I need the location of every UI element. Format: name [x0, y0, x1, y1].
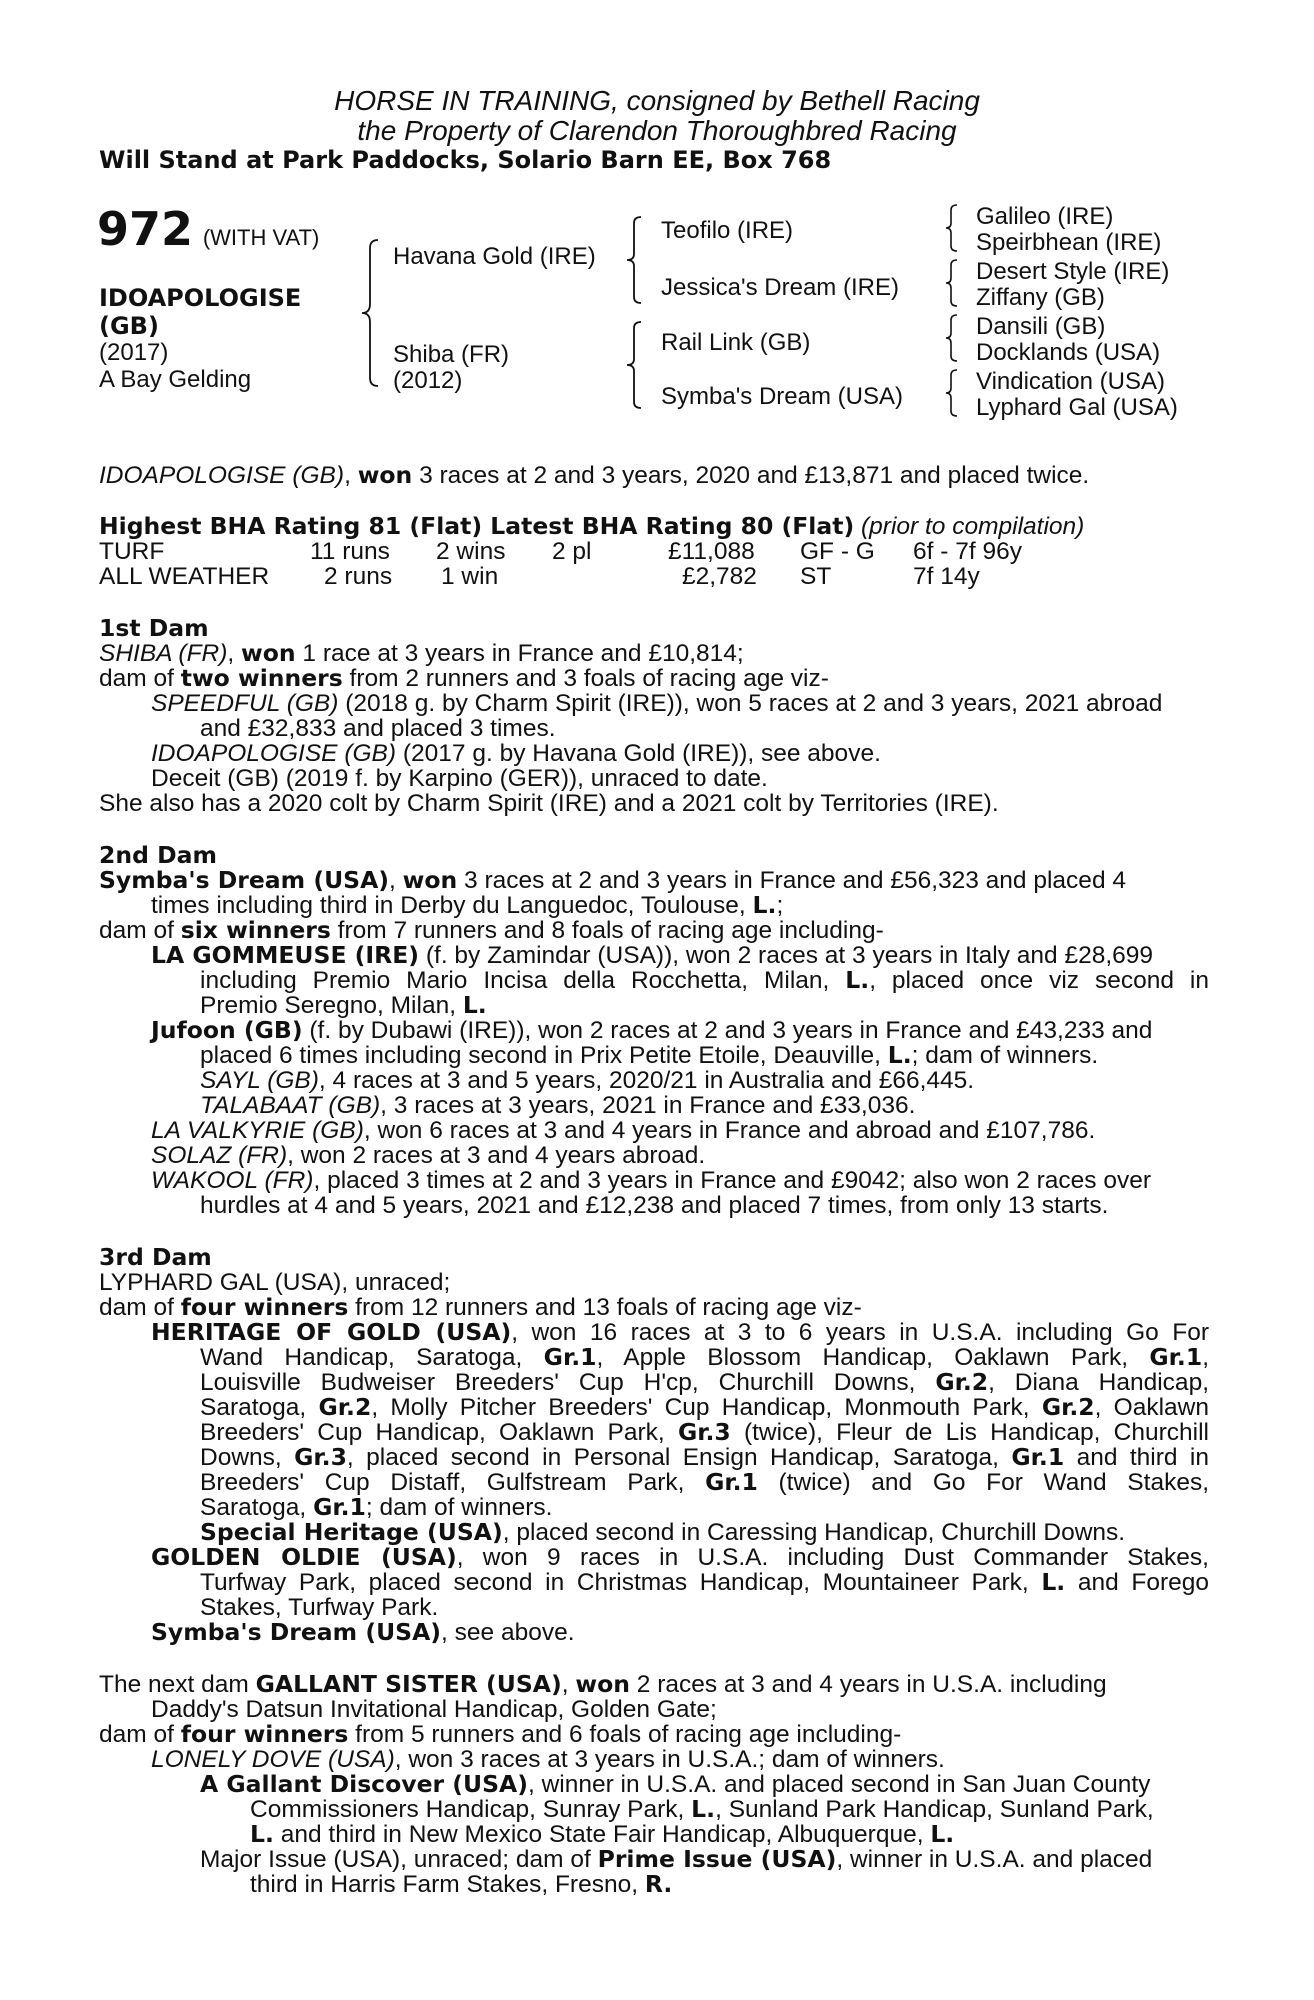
second-dam-won: won: [402, 866, 458, 894]
produce-text: (2018 g. by Charm Spirit (IRE)), won 5 races at 2 and 3 years, 2021 abroad: [338, 690, 1163, 717]
pedigree-brace-ss: [944, 203, 964, 253]
ratings-heading-line: [99, 514, 1084, 540]
listed-marker: L.: [691, 1795, 716, 1823]
text-segment: including Premio Mario Incisa della Rocchetta, Milan,: [200, 967, 846, 994]
pedigree-g3-4: Ziffany (GB): [976, 284, 1105, 311]
pedigree-dam-year: (2012): [393, 367, 463, 394]
produce-speedful: [151, 691, 1162, 717]
produce-text: , see above.: [441, 1619, 575, 1646]
produce-heritage-of-gold: [151, 1320, 1209, 1346]
pedigree-dam-sire: Rail Link (GB): [661, 329, 811, 356]
listed-marker: L.: [752, 891, 777, 919]
text-segment: Major Issue (USA), unraced; dam of: [200, 1846, 598, 1873]
horse-description: A Bay Gelding: [99, 366, 252, 393]
pedigree-brace-gen1: [360, 238, 390, 388]
text-segment: from 7 runners and 8 foals of racing age including-: [330, 917, 884, 944]
restricted-marker: R.: [644, 1870, 673, 1898]
second-dam-record: Symba's Dream (USA), won 3 races at 2 and 3 years in France and £56,323 and placed 4: [99, 866, 1126, 894]
pedigree-brace-sd: [944, 258, 964, 308]
pedigree-g3-8: Lyphard Gal (USA): [976, 394, 1178, 421]
first-dam-record: SHIBA (FR), won 1 race at 3 years in France and £10,814;: [99, 639, 744, 667]
second-dam-record-cont: [151, 893, 783, 919]
produce-text: (f. by Dubawi (IRE)), won 2 races at 2 and 3 years in France and £43,233 and: [302, 1017, 1153, 1044]
ratings-turf-surface: TURF: [99, 538, 165, 565]
produce-name: TALABAAT (GB): [200, 1092, 381, 1119]
produce-name: LONELY DOVE (USA): [151, 1746, 395, 1773]
grade-marker: Gr.2: [1041, 1393, 1095, 1421]
produce-la-gommeuse-cont2: [200, 993, 487, 1019]
text-segment: Breeders' Cup Distaff, Gulfstream Park,: [200, 1469, 706, 1496]
third-dam-record: LYPHARD GAL (USA), unraced;: [99, 1269, 451, 1296]
text-segment: ,: [1202, 1344, 1210, 1371]
listed-marker: L.: [887, 1041, 912, 1069]
ratings-turf-going: GF - G: [800, 538, 875, 565]
produce-name: Special Heritage (USA): [200, 1518, 503, 1546]
produce-a-gallant-discover: [200, 1772, 1150, 1798]
produce-a-gallant-discover-cont1: [250, 1797, 1154, 1823]
produce-text: , placed 3 times at 2 and 3 years in France and £9042; also won 2 races over: [313, 1167, 1152, 1194]
produce-name: SPEEDFUL (GB): [151, 690, 339, 717]
produce-la-valkyrie: [151, 1118, 1095, 1144]
third-dam-produce-summary: [99, 1295, 862, 1321]
listed-marker: L.: [845, 966, 870, 994]
pedigree-g3-6: Docklands (USA): [976, 339, 1161, 366]
second-dam-heading: 2nd Dam: [99, 841, 217, 869]
produce-jufoon-cont: [200, 1043, 1098, 1069]
ratings-turf-distance: 6f - 7f 96y: [913, 538, 1022, 565]
next-dam-record-cont: Daddy's Datsun Invitational Handicap, Golden Gate;: [151, 1696, 717, 1723]
first-dam-won: won: [241, 639, 296, 667]
stand-location: Will Stand at Park Paddocks, Solario Barn EE, Box 768: [99, 146, 832, 174]
next-dam-name: GALLANT SISTER (USA): [255, 1670, 562, 1698]
text-segment: placed 6 times including second in Prix Petite Etoile, Deauville,: [200, 1042, 888, 1069]
pedigree-brace-dd: [944, 368, 964, 418]
second-dam-name: Symba's Dream (USA): [99, 866, 390, 894]
produce-text: , won 9 races in U.S.A. including Dust Commander Stakes,: [456, 1544, 1209, 1571]
pedigree-g3-7: Vindication (USA): [976, 368, 1165, 395]
second-dam-produce-summary: [99, 918, 884, 944]
text-segment: and third in New Mexico State Fair Handicap, Albuquerque,: [273, 1821, 931, 1848]
text-segment: 3 races at 2 and 3 years in France and £56,323 and placed 4: [457, 867, 1126, 894]
produce-jufoon: [151, 1018, 1152, 1044]
text-segment: (twice), Fleur de Lis Handicap, Churchill: [730, 1419, 1209, 1446]
produce-name: SAYL (GB): [200, 1067, 319, 1094]
text-segment: , placed second in Personal Ensign Handicap, Saratoga,: [346, 1444, 1012, 1471]
text-segment: , Apple Blossom Handicap, Oaklawn Park,: [596, 1344, 1150, 1371]
text-segment: Saratoga,: [200, 1394, 319, 1421]
produce-name: Symba's Dream (USA): [151, 1618, 442, 1646]
pedigree-sire-dam: Jessica's Dream (IRE): [661, 274, 899, 301]
first-dam-record-text: 1 race at 3 years in France and £10,814;: [295, 640, 744, 667]
produce-name: SOLAZ (FR): [151, 1142, 288, 1169]
produce-text: , 3 races at 3 years, 2021 in France and £33,036.: [380, 1092, 916, 1119]
produce-text: , won 6 races at 3 and 4 years in France and abroad and £107,786.: [363, 1117, 1096, 1144]
second-dam-winners: six winners: [180, 916, 331, 944]
text-segment: Breeders' Cup Handicap, Oaklawn Park,: [200, 1419, 678, 1446]
produce-golden-oldie-cont2: Stakes, Turfway Park.: [200, 1594, 439, 1621]
produce-major-issue: [200, 1847, 1152, 1873]
text-segment: , placed once viz second in: [869, 967, 1209, 994]
produce-text: (f. by Zamindar (USA)), won 2 races at 3 years in Italy and £28,699: [419, 942, 1154, 969]
produce-name: GOLDEN OLDIE (USA): [151, 1543, 457, 1571]
first-dam-heading: 1st Dam: [99, 614, 209, 642]
produce-deceit: Deceit (GB) (2019 f. by Karpino (GER)), unraced to date.: [151, 765, 768, 792]
pedigree-dam-dam: Symba's Dream (USA): [661, 383, 903, 410]
lot-number-block: [97, 202, 320, 256]
grade-marker: Gr.1: [705, 1468, 758, 1496]
ratings-aw-runs: 2 runs: [324, 563, 393, 590]
produce-golden-oldie: [151, 1545, 1209, 1571]
text-segment: dam of: [99, 665, 181, 692]
text-segment: from 2 runners and 3 foals of racing age viz-: [342, 665, 829, 692]
summary-text: 3 races at 2 and 3 years, 2020 and £13,871 and placed twice.: [412, 462, 1090, 489]
heritage-of-gold-line: [200, 1420, 1209, 1446]
ratings-aw-surface: ALL WEATHER: [99, 563, 270, 590]
first-dam-also: She also has a 2020 colt by Charm Spirit (IRE) and a 2021 colt by Territories (IRE).: [99, 790, 999, 817]
pedigree-dam: Shiba (FR): [393, 341, 510, 368]
text-segment: and third in: [1064, 1444, 1209, 1471]
text-segment: ;: [776, 892, 784, 919]
produce-special-heritage: [200, 1520, 1125, 1546]
header-line-1: HORSE IN TRAINING, consigned by Bethell Racing: [334, 85, 980, 116]
produce-golden-oldie-cont1: [200, 1570, 1209, 1596]
grade-marker: Gr.1: [1011, 1443, 1065, 1471]
grade-marker: Gr.1: [1149, 1343, 1203, 1371]
next-dam-produce-summary: [99, 1722, 901, 1748]
grade-marker: Gr.1: [543, 1343, 597, 1371]
grade-marker: Gr.3: [677, 1418, 731, 1446]
text-segment: Turfway Park, placed second in Christmas Handicap, Mountaineer Park,: [200, 1569, 1042, 1596]
ratings-turf-runs: 11 runs: [310, 538, 390, 565]
heritage-of-gold-line: [200, 1495, 552, 1521]
vat-note: (WITH VAT): [202, 225, 320, 250]
text-segment: times including third in Derby du Languedoc, Toulouse,: [151, 892, 753, 919]
ratings-note: (prior to compilation): [861, 513, 1085, 540]
heritage-of-gold-line: [200, 1395, 1209, 1421]
text-segment: , Sunland Park Handicap, Sunland Park,: [715, 1796, 1154, 1823]
produce-name: A Gallant Discover (USA): [200, 1770, 528, 1798]
produce-la-gommeuse-cont1: [200, 968, 1209, 994]
summary-horse-name: IDOAPOLOGISE (GB): [99, 462, 345, 489]
grade-marker: Gr.2: [318, 1393, 372, 1421]
produce-wakool-cont: hurdles at 4 and 5 years, 2021 and £12,238 and placed 7 times, from only 13 starts.: [200, 1192, 1109, 1219]
produce-text: , won 16 races at 3 to 6 years in U.S.A. including Go For: [511, 1319, 1209, 1346]
text-segment: Commissioners Handicap, Sunray Park,: [250, 1796, 692, 1823]
text-segment: Wand Handicap, Saratoga,: [200, 1344, 544, 1371]
grade-marker: Gr.3: [294, 1443, 347, 1471]
listed-marker: L.: [930, 1820, 955, 1848]
produce-talabaat: [200, 1093, 915, 1119]
produce-speedful-cont: and £32,833 and placed 3 times.: [200, 715, 556, 742]
ratings-aw-prize: £2,782: [682, 563, 757, 590]
text-segment: Louisville Budweiser Breeders' Cup H'cp, Churchill Downs,: [200, 1369, 936, 1396]
grade-marker: Gr.2: [935, 1368, 989, 1396]
horse-name: IDOAPOLOGISE: [99, 284, 302, 312]
produce-wakool: [151, 1168, 1151, 1194]
produce-name: HERITAGE OF GOLD (USA): [151, 1318, 512, 1346]
produce-name: Prime Issue (USA): [597, 1845, 837, 1873]
produce-major-issue-cont: [250, 1872, 672, 1898]
produce-text: , won 3 races at 3 years in U.S.A.; dam of winners.: [394, 1746, 945, 1773]
third-dam-winners: four winners: [180, 1293, 349, 1321]
summary-won: won: [357, 461, 413, 489]
produce-name: WAKOOL (FR): [151, 1167, 314, 1194]
text-segment: 2 races at 3 and 4 years in U.S.A. including: [629, 1671, 1107, 1698]
listed-marker: L.: [462, 991, 487, 1019]
heritage-of-gold-line: [200, 1370, 1209, 1396]
produce-la-gommeuse: [151, 943, 1153, 969]
produce-a-gallant-discover-cont2: [250, 1822, 954, 1848]
pedigree-g3-2: Speirbhean (IRE): [976, 229, 1162, 256]
text-segment: dam of: [99, 917, 181, 944]
race-summary: IDOAPOLOGISE (GB), won 3 races at 2 and 3 years, 2020 and £13,871 and placed twice.: [99, 461, 1090, 489]
produce-solaz: [151, 1143, 705, 1169]
text-segment: ,: [561, 1671, 576, 1698]
listed-marker: L.: [250, 1820, 274, 1848]
ratings-aw-distance: 7f 14y: [913, 563, 980, 590]
grade-marker: Gr.1: [313, 1493, 366, 1521]
produce-name: Jufoon (GB): [151, 1016, 303, 1044]
produce-text: (2017 g. by Havana Gold (IRE)), see above.: [396, 740, 881, 767]
text-segment: , winner in U.S.A. and placed: [836, 1846, 1153, 1873]
text-segment: (twice) and Go For Wand Stakes,: [757, 1469, 1209, 1496]
pedigree-sire-sire: Teofilo (IRE): [661, 217, 794, 244]
text-segment: , Oaklawn: [1094, 1394, 1209, 1421]
text-segment: Downs,: [200, 1444, 295, 1471]
text-segment: , Diana Handicap,: [988, 1369, 1209, 1396]
text-segment: dam of: [99, 1294, 181, 1321]
produce-name: LA VALKYRIE (GB): [151, 1117, 364, 1144]
pedigree-g3-5: Dansili (GB): [976, 313, 1106, 340]
text-segment: ; dam of winners.: [365, 1494, 553, 1521]
produce-symbas-dream: [151, 1620, 575, 1646]
text-segment: dam of: [99, 1721, 181, 1748]
ratings-aw-going: ST: [800, 563, 832, 590]
produce-name: IDOAPOLOGISE (GB): [151, 740, 397, 767]
lot-number: 972: [97, 202, 194, 256]
next-dam-winners: four winners: [180, 1720, 349, 1748]
pedigree-sire: Havana Gold (IRE): [393, 243, 596, 270]
header-line-2: the Property of Clarendon Thoroughbred Racing: [357, 115, 957, 146]
produce-text: , 4 races at 3 and 5 years, 2020/21 in Australia and £66,445.: [318, 1067, 975, 1094]
ratings-turf-prize: £11,088: [668, 538, 755, 565]
first-dam-produce-summary: [99, 666, 829, 692]
next-dam-won: won: [575, 1670, 630, 1698]
ratings-aw-wins: 1 win: [441, 563, 499, 590]
horse-year: (2017): [99, 339, 169, 366]
text-segment: , Molly Pitcher Breeders' Cup Handicap, Monmouth Park,: [371, 1394, 1042, 1421]
produce-lonely-dove: [151, 1747, 945, 1773]
heritage-of-gold-line: [200, 1445, 1209, 1471]
horse-name-suffix: (GB): [99, 312, 159, 340]
listed-marker: L.: [1041, 1568, 1066, 1596]
text-segment: and Forego: [1065, 1569, 1209, 1596]
pedigree-brace-sire: [625, 215, 651, 305]
text-segment: Saratoga,: [200, 1494, 314, 1521]
produce-text: , placed second in Caressing Handicap, Churchill Downs.: [502, 1519, 1126, 1546]
pedigree-g3-3: Desert Style (IRE): [976, 258, 1170, 285]
ratings-turf-placed: 2 pl: [552, 538, 592, 565]
text-segment: Premio Seregno, Milan,: [200, 992, 463, 1019]
ratings-heading: Highest BHA Rating 81 (Flat) Latest BHA Rating 80 (Flat): [99, 512, 855, 540]
produce-text: , winner in U.S.A. and placed second in San Juan County: [527, 1771, 1151, 1798]
ratings-turf-wins: 2 wins: [436, 538, 506, 565]
produce-text: , won 2 races at 3 and 4 years abroad.: [287, 1142, 706, 1169]
text-segment: from 12 runners and 13 foals of racing age viz-: [348, 1294, 862, 1321]
third-dam-heading: 3rd Dam: [99, 1243, 212, 1271]
text-segment: from 5 runners and 6 foals of racing age including-: [348, 1721, 902, 1748]
next-dam-record: [99, 1672, 1107, 1698]
pedigree-g3-1: Galileo (IRE): [976, 203, 1114, 230]
produce-sayl: [200, 1068, 974, 1094]
pedigree-brace-dam: [625, 320, 651, 410]
text-segment: ; dam of winners.: [911, 1042, 1099, 1069]
text-segment: third in Harris Farm Stakes, Fresno,: [250, 1871, 645, 1898]
first-dam-name: SHIBA (FR): [99, 640, 228, 667]
heritage-of-gold-line: [200, 1345, 1209, 1371]
pedigree-brace-ds: [944, 313, 964, 363]
produce-idoapologise: [151, 741, 881, 767]
heritage-of-gold-line: [200, 1470, 1209, 1496]
produce-name: LA GOMMEUSE (IRE): [151, 941, 420, 969]
first-dam-winners: two winners: [180, 664, 343, 692]
text-segment: The next dam: [99, 1671, 256, 1698]
